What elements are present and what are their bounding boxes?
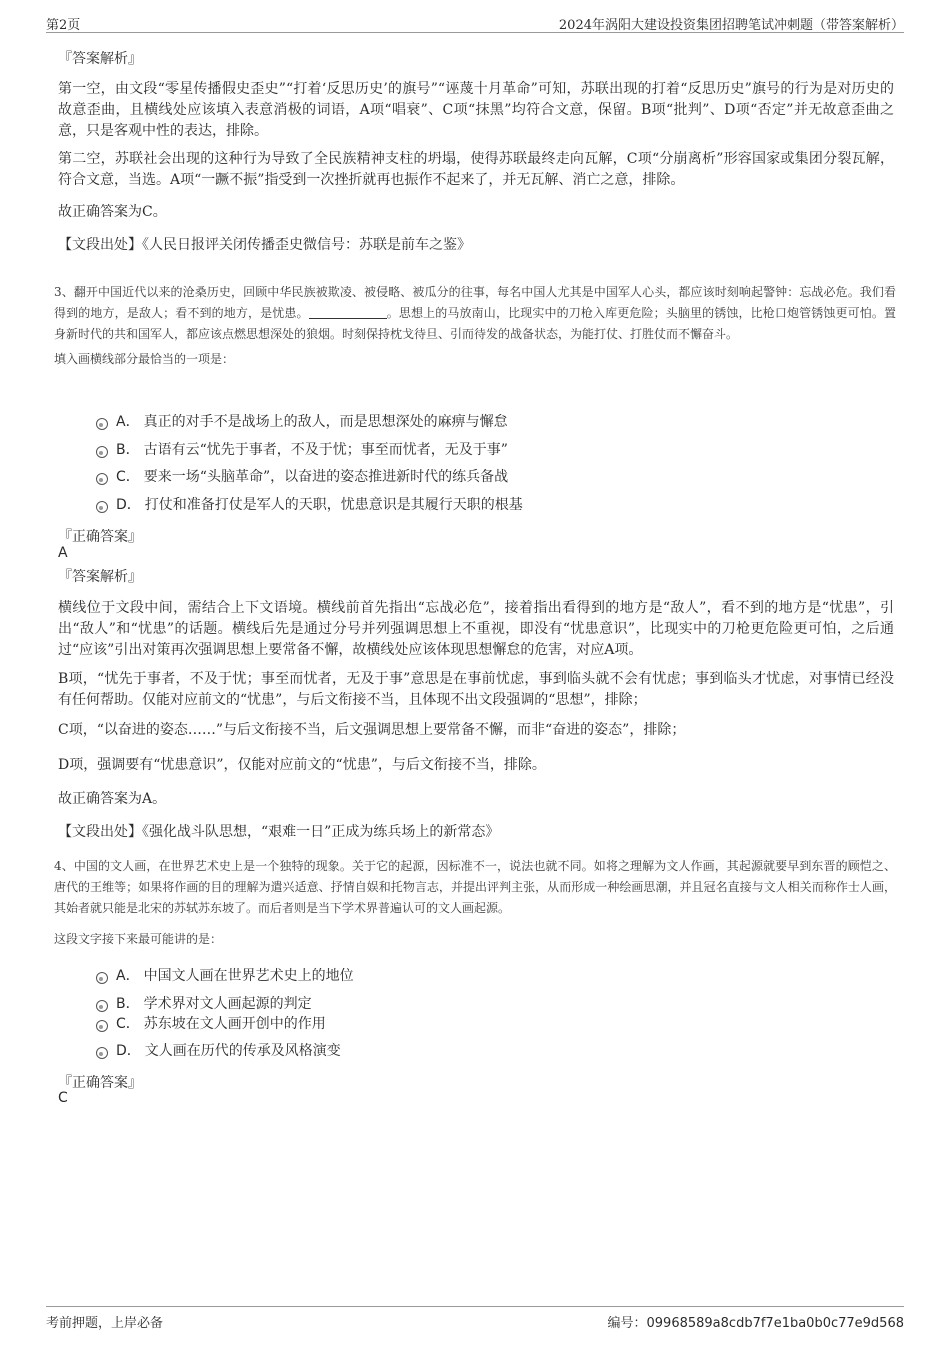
radio-icon[interactable]	[96, 446, 108, 458]
footer-code-label: 编号：	[607, 1316, 647, 1331]
q4-option-d[interactable]	[96, 1041, 341, 1061]
option-key: B．	[116, 996, 140, 1012]
option-text: 中国文人画在世界艺术史上的地位	[143, 968, 354, 984]
option-key: D．	[116, 1043, 141, 1059]
option-text: 要来一场“头脑革命”，以奋进的姿态推进新时代的练兵备战	[143, 469, 509, 485]
option-text: 苏东坡在文人画开创中的作用	[143, 1016, 326, 1032]
q4-option-a[interactable]	[96, 966, 354, 986]
q4-stem: 4、中国的文人画，在世界艺术史上是一个独特的现象。关于它的起源，因标准不一，说法也就不同。如将之理解为文人作画，其起源就要早到东晋的顾恺之、唐代的王维等；如果将作画的目的理解为遣兴适意、抒情自娱和托物言志，并提出评判主张，从而形成一种绘画思潮，并且冠名直接与文人相关而称作士人画，其始者就只能是北宋的苏轼苏东坡了。而后者则是当下学术界普遍认可的文人画起源。	[54, 859, 896, 915]
q4-option-c[interactable]	[96, 1014, 326, 1034]
q3-option-c[interactable]	[96, 467, 508, 487]
q3-stem	[54, 282, 896, 345]
q3-analysis-para-4: D项，强调要有“忧患意识”，仅能对应前文的“忧患”，与后文衔接不当，排除。	[58, 757, 546, 773]
radio-icon[interactable]	[96, 972, 108, 984]
option-text: 古语有云“忧先于事者，不及于忧；事至而忧者，无及于事”	[143, 442, 508, 458]
q4-correct-label: 『正确答案』	[58, 1075, 142, 1091]
q2-analysis-para-1: 第一空，由文段“零星传播假史歪史”“打着‘反思历史’的旗号”“诬蔑十月革命”可知，苏联出现的打着“反思历史”旗号的行为是对历史的故意歪曲，且横线处应该填入表意消极的词语，A项“唱衰”、C项“抹黑”均符合文意，保留。B项“批判”、D项“否定”并无故意歪曲之意，只是客观中性的表达，排除。	[58, 81, 894, 139]
q3-analysis-para-3: C项，“以奋进的姿态……”与后文衔接不当，后文强调思想上要常备不懈，而非“奋进的姿态”，排除；	[58, 722, 686, 738]
q3-conclusion: 故正确答案为A。	[58, 791, 167, 807]
footer-divider	[46, 1306, 904, 1307]
page-number: 第2页	[46, 18, 81, 33]
option-key: C．	[116, 469, 140, 485]
q3-stem-before-blank: 3、翻开中国近代以来的沧桑历史，回顾中华民族被欺凌、被侵略、被瓜分的往事，每名中国人尤其是中国军人心头，都应该时刻响起警钟：忘战必危。我们看得到的地方，是敌人；看不到的地方，是忧患。	[54, 285, 896, 320]
q3-stem-after-blank: 。思想上的马放南山，比现实中的刀枪入库更危险；头脑里的锈蚀，比枪口炮管锈蚀更可怕。置身新时代的共和国军人，都应该点燃思想深处的狼烟。时刻保持枕戈待旦、引而待发的战备状态，为能打仗、打胜仗而不懈奋斗。	[54, 306, 896, 341]
q3-fill-blank	[309, 318, 387, 319]
q3-analysis-label: 『答案解析』	[58, 569, 142, 585]
q4-prompt: 这段文字接下来最可能讲的是：	[54, 932, 223, 946]
option-key: A．	[116, 414, 140, 430]
q2-analysis-para-2: 第二空，苏联社会出现的这种行为导致了全民族精神支柱的坍塌，使得苏联最终走向瓦解，C项“分崩离析”形容国家或集团分裂瓦解，符合文意，当选。A项“一蹶不振”指受到一次挫折就再也振作不起来了，并无瓦解、消亡之意，排除。	[58, 151, 894, 188]
radio-icon[interactable]	[96, 418, 108, 430]
q3-option-d[interactable]	[96, 495, 523, 515]
radio-icon[interactable]	[96, 1047, 108, 1059]
footer-slogan: 考前押题，上岸必备	[46, 1316, 164, 1331]
q4-option-b[interactable]	[96, 994, 312, 1014]
radio-icon[interactable]	[96, 501, 108, 513]
q3-analysis-para-2: B项，“忧先于事者，不及于忧；事至而忧者，无及于事”意思是在事前忧虑，事到临头就不会有忧虑；事到临头才忧虑，对事情已经没有任何帮助。仅能对应前文的“忧患”，与后文衔接不当，且体现不出文段强调的“思想”，排除；	[58, 671, 894, 708]
q3-correct-label: 『正确答案』	[58, 529, 142, 545]
option-key: C．	[116, 1016, 140, 1032]
q3-source: 【文段出处】《强化战斗队思想，“艰难一日”正成为练兵场上的新常态》	[58, 824, 500, 840]
q3-correct-answer: A	[58, 545, 68, 561]
q2-analysis-label: 『答案解析』	[58, 51, 142, 67]
header-divider	[46, 32, 904, 33]
q2-conclusion: 故正确答案为C。	[58, 204, 167, 220]
option-text: 学术界对文人画起源的判定	[143, 996, 312, 1012]
footer-code-value: 09968589a8cdb7f7e1ba0b0c77e9d568	[646, 1316, 904, 1331]
radio-icon[interactable]	[96, 1000, 108, 1012]
document-title: 2024年涡阳大建设投资集团招聘笔试冲刺题（带答案解析）	[558, 18, 904, 33]
radio-icon[interactable]	[96, 1020, 108, 1032]
option-text: 真正的对手不是战场上的敌人，而是思想深处的麻痹与懈怠	[143, 414, 508, 430]
option-key: A．	[116, 968, 140, 984]
radio-icon[interactable]	[96, 473, 108, 485]
q2-source: 【文段出处】《人民日报评关闭传播歪史微信号：苏联是前车之鉴》	[58, 237, 471, 253]
q3-option-a[interactable]	[96, 412, 508, 432]
footer-code	[608, 1312, 905, 1331]
option-text: 文人画在历代的传承及风格演变	[144, 1043, 341, 1059]
option-text: 打仗和准备打仗是军人的天职，忧患意识是其履行天职的根基	[144, 497, 523, 513]
q3-option-b[interactable]	[96, 440, 508, 460]
option-key: D．	[116, 497, 141, 513]
q4-correct-answer: C	[58, 1090, 68, 1106]
q3-prompt: 填入画横线部分最恰当的一项是：	[54, 352, 235, 366]
option-key: B．	[116, 442, 140, 458]
q3-analysis-para-1: 横线位于文段中间，需结合上下文语境。横线前首先指出“忘战必危”，接着指出看得到的地方是“敌人”，看不到的地方是“忧患”，引出“敌人”和“忧患”的话题。横线后先是通过分号并列强调思想上不重视，即没有“忧患意识”，比现实中的刀枪更危险更可怕，之后通过“应该”引出对策再次强调思想上要常备不懈，故横线处应该体现思想懈怠的危害，对应A项。	[58, 600, 894, 658]
